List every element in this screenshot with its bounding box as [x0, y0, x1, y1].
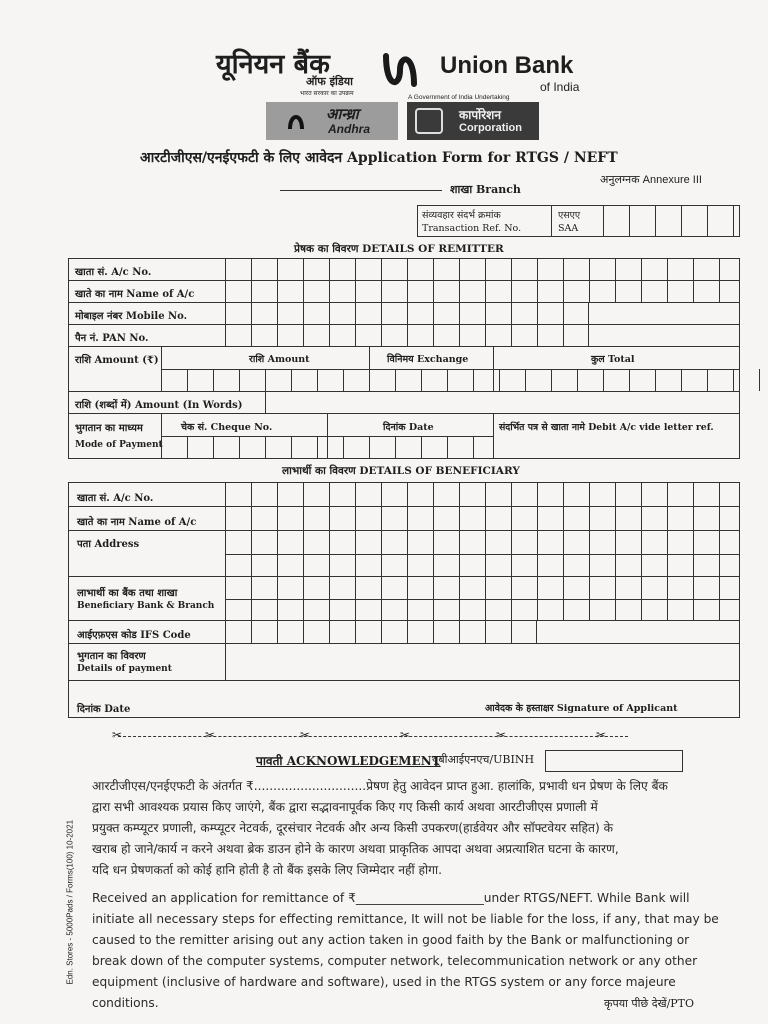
hindi-line: आरटीजीएस/एनईएफटी के अंतर्गत ₹.............................प्रेषण हेतु आवेदन प्राप्त हुआ. हालांकि, प्रभावी धन प्रेषण के लिए बैंक — [92, 779, 668, 793]
annexure-label: अनुलग्नक Annexure III — [600, 174, 702, 186]
english-line: Received an application for remittance of ₹_____________________under RTGS/NEFT. While Bank will — [92, 891, 690, 905]
beneficiary-name-label: खाते का नाम Name of A/c — [77, 517, 197, 528]
scissors-icon: ✂ — [112, 728, 123, 742]
english-line: initiate all necessary steps for effecting remittance, It will not be liable for the loss, if any, that may be — [92, 912, 719, 926]
remitter-name-label: खाते का नाम Name of A/c — [75, 289, 195, 300]
application-date-label: दिनांक Date — [77, 704, 131, 715]
english-line: caused to the remitter arising out any action taken in good faith by the Bank or malfunctioning or — [92, 933, 690, 947]
remitter-name-row[interactable] — [68, 280, 740, 303]
exchange-column-label: विनिमय Exchange — [387, 354, 469, 365]
scissors-icon: ✂ — [400, 728, 411, 742]
beneficiary-acno-row[interactable] — [68, 482, 740, 507]
remitter-mobile-label: मोबाइल नंबर Mobile No. — [75, 311, 188, 322]
branch-field-line[interactable] — [280, 190, 442, 191]
hindi-line: यदि धन प्रेषणकर्ता को कोई हानि होती है तो बैंक इसके लिए जिम्मेदार नहीं होगा. — [92, 863, 443, 877]
cut-line — [118, 736, 628, 737]
payment-details-english: Details of payment — [77, 664, 172, 674]
corporation-hindi: कार्पोरेशन — [459, 108, 501, 122]
acknowledgement-title: पावती ACKNOWLEDGEMENT — [256, 754, 441, 768]
beneficiary-ifsc-label: आईएफ़एस कोड IFS Code — [77, 630, 191, 641]
beneficiary-bank-row[interactable] — [68, 576, 740, 621]
cheque-label: चेक सं. Cheque No. — [181, 422, 273, 433]
remitter-pan-row[interactable] — [68, 324, 740, 347]
saa-hindi: एसएए — [558, 210, 581, 221]
beneficiary-sign-row[interactable] — [68, 680, 740, 718]
remitter-heading: प्रेषक का विवरण DETAILS OF REMITTER — [294, 243, 504, 255]
acknowledgement-hindi-text — [92, 776, 752, 881]
remitter-acno-row[interactable] — [68, 258, 740, 281]
remitter-mode-row[interactable] — [68, 413, 740, 459]
scissors-icon: ✂ — [300, 728, 311, 742]
remitter-words-row[interactable] — [68, 391, 740, 414]
bank-name-english-sub: of India — [540, 80, 580, 94]
beneficiary-bank-hindi: लाभार्थी का बैंक तथा शाखा — [77, 588, 178, 599]
andhra-english: Andhra — [328, 122, 370, 136]
andhra-logo — [266, 102, 398, 140]
beneficiary-heading: लाभार्थी का विवरण DETAILS OF BENEFICIARY — [282, 465, 520, 477]
remitter-amount-row[interactable] — [68, 346, 740, 392]
bank-tagline-hindi: भारत सरकार का उपक्रम — [300, 90, 354, 97]
remitter-words-label: राशि (शब्दों में) Amount (In Words) — [75, 400, 243, 411]
gov-tagline: A Government of India Undertaking — [408, 94, 510, 101]
transaction-ref-english: Transaction Ref. No. — [422, 223, 522, 234]
transaction-ref-hindi: संव्यवहार संदर्भ क्रमांक — [422, 210, 501, 221]
hindi-line: प्रयुक्त कम्प्यूटर प्रणाली, कम्प्यूटर नेटवर्क, दूरसंचार नेटवर्क और अन्य किसी उपकरण(हार्डवेयर और सॉफ्टवेयर सहित) के — [92, 821, 613, 835]
corporation-emblem-icon — [415, 108, 443, 134]
edition-note: Edn. Stores - 5000Pads / Forms(100) 10-2021 — [65, 819, 75, 985]
beneficiary-address-label: पता Address — [77, 539, 140, 550]
beneficiary-acno-label: खाता सं. A/c No. — [77, 493, 154, 504]
beneficiary-bank-english: Beneficiary Bank & Branch — [77, 601, 215, 611]
saa-english: SAA — [558, 223, 579, 234]
scissors-icon: ✂ — [496, 728, 507, 742]
beneficiary-name-row[interactable] — [68, 506, 740, 531]
beneficiary-address-row[interactable] — [68, 530, 740, 577]
andhra-hindi: आन्ध्रा — [326, 105, 359, 123]
ubinh-label: यूबीआईएनएच/UBINH — [432, 753, 535, 766]
transaction-ref-box[interactable] — [417, 205, 740, 237]
scissors-icon: ✂ — [596, 728, 607, 742]
bank-name-hindi-sub: ऑफ इंडिया — [306, 75, 353, 88]
hindi-line: खराब हो जाने/कार्य न करने अथवा ब्रेक डाउन होने के कारण अथवा प्राकृतिक आपदा अथवा अप्रत्याशित घटना के कारण, — [92, 842, 619, 856]
branch-label: शाखा Branch — [450, 183, 521, 196]
amount-column-label: राशि Amount — [249, 354, 310, 365]
payment-details-hindi: भुगतान का विवरण — [77, 651, 146, 662]
total-column-label: कुल Total — [591, 354, 635, 365]
form-title: आरटीजीएस/एनईएफटी के लिए आवेदन Application Form for RTGS / NEFT — [140, 150, 618, 166]
andhra-logo-icon — [286, 109, 306, 133]
mode-date-label: दिनांक Date — [383, 422, 434, 433]
remitter-pan-label: पैन नं. PAN No. — [75, 333, 149, 344]
bank-name-english: Union Bank — [440, 52, 574, 79]
scissors-icon: ✂ — [205, 728, 216, 742]
mode-label-english: Mode of Payment — [75, 440, 163, 450]
union-bank-logo-icon — [378, 48, 422, 92]
corporation-english: Corporation — [459, 122, 522, 134]
english-line: conditions. — [92, 996, 159, 1010]
bank-name-hindi: यूनियन बैंक — [216, 49, 330, 80]
remitter-mobile-row[interactable] — [68, 302, 740, 325]
signature-label: आवेदक के हस्ताक्षर Signature of Applicant — [485, 703, 678, 714]
beneficiary-details-row[interactable] — [68, 643, 740, 681]
ubinh-field[interactable] — [545, 750, 683, 772]
english-line: break down of the computer systems, computer network, telecommunication network or any other — [92, 954, 698, 968]
remitter-acno-label: खाता सं. A/c No. — [75, 267, 152, 278]
pto-label: कृपया पीछे देखें/PTO — [604, 997, 695, 1010]
corporation-logo — [407, 102, 539, 140]
english-line: equipment (inclusive of hardware and software), used in the RTGS system or any force majeure — [92, 975, 676, 989]
debit-ref-label: संदर्भित पत्र से खाता नामे Debit A/c vide letter ref. — [499, 422, 714, 433]
remitter-amount-label: राशि Amount (₹) — [75, 355, 159, 366]
beneficiary-ifsc-row[interactable] — [68, 620, 740, 644]
hindi-line: द्वारा सभी आवश्यक प्रयास किए जाएंगे, बैंक द्वारा सद्भावनापूर्वक किए गए किसी कार्य अथवा आरटीजीएस प्रणाली में — [92, 800, 598, 814]
mode-label-hindi: भुगतान का माध्यम — [75, 423, 143, 434]
